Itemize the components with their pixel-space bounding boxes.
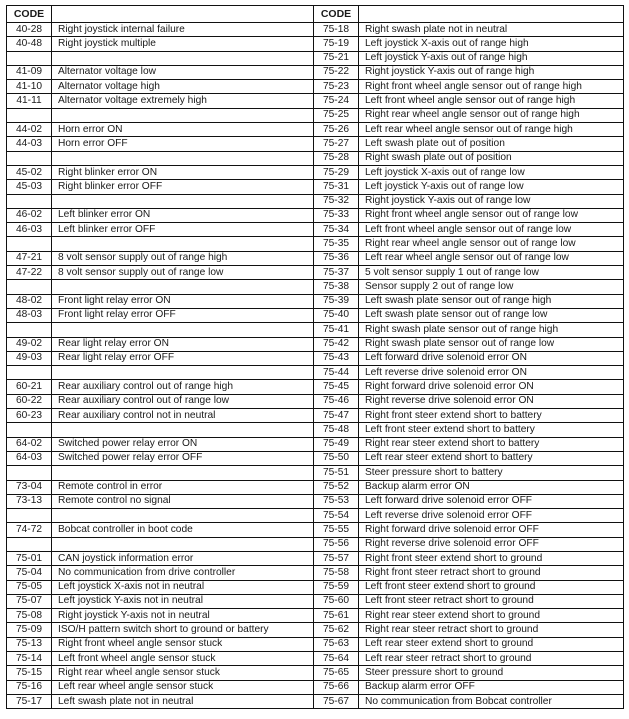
table-row [7, 251, 314, 265]
error-code: 48-02 [7, 294, 52, 308]
error-code: 75-07 [7, 594, 52, 608]
error-description: Left swash plate sensor out of range low [359, 308, 624, 322]
table-row [7, 208, 314, 222]
table-row [314, 151, 624, 165]
error-description: Right front wheel angle sensor out of range high [359, 80, 624, 94]
description-column-header [359, 6, 624, 23]
error-description: Right blinker error OFF [52, 180, 314, 194]
code-column-header: CODE [314, 6, 359, 23]
error-code: 75-50 [314, 451, 359, 465]
error-description: Alternator voltage low [52, 65, 314, 79]
error-code: 64-02 [7, 437, 52, 451]
table-row [314, 451, 624, 465]
error-description: Right forward drive solenoid error ON [359, 380, 624, 394]
table-row [7, 680, 314, 694]
error-code [7, 323, 52, 337]
error-code: 75-35 [314, 237, 359, 251]
error-description: Right swash plate not in neutral [359, 23, 624, 37]
table-row [7, 480, 314, 494]
error-code: 75-09 [7, 623, 52, 637]
error-description: Left joystick Y-axis out of range high [359, 51, 624, 65]
error-code: 75-22 [314, 65, 359, 79]
error-description: Rear auxiliary control out of range high [52, 380, 314, 394]
description-column-header [52, 6, 314, 23]
error-code: 73-13 [7, 494, 52, 508]
error-description: Right rear wheel angle sensor out of range high [359, 108, 624, 122]
error-code [7, 151, 52, 165]
table-row [7, 294, 314, 308]
error-description: Left joystick Y-axis not in neutral [52, 594, 314, 608]
error-description: Rear light relay error ON [52, 337, 314, 351]
error-code: 75-62 [314, 623, 359, 637]
error-code: 44-03 [7, 137, 52, 151]
error-code: 75-52 [314, 480, 359, 494]
error-code: 44-02 [7, 123, 52, 137]
error-code: 75-41 [314, 323, 359, 337]
table-header-row [314, 6, 624, 23]
spacer-row [7, 466, 314, 480]
error-code: 75-67 [314, 694, 359, 708]
table-row [314, 65, 624, 79]
error-description: Steer pressure short to ground [359, 666, 624, 680]
table-row [7, 65, 314, 79]
table-row [314, 51, 624, 65]
error-description: Horn error ON [52, 123, 314, 137]
table-row [314, 609, 624, 623]
error-code: 75-19 [314, 37, 359, 51]
error-code: 60-21 [7, 380, 52, 394]
error-code: 75-56 [314, 537, 359, 551]
error-description [52, 151, 314, 165]
error-description: Backup alarm error OFF [359, 680, 624, 694]
error-code: 75-18 [314, 23, 359, 37]
error-description: Backup alarm error ON [359, 480, 624, 494]
error-code: 46-03 [7, 223, 52, 237]
spacer-row [7, 423, 314, 437]
error-code: 75-34 [314, 223, 359, 237]
table-row [314, 137, 624, 151]
error-description: Right rear steer retract short to ground [359, 623, 624, 637]
error-code: 75-61 [314, 609, 359, 623]
error-code: 60-23 [7, 409, 52, 423]
error-code [7, 423, 52, 437]
table-row [314, 366, 624, 380]
table-row [314, 23, 624, 37]
error-description: Left front steer extend short to ground [359, 580, 624, 594]
error-description: Right reverse drive solenoid error ON [359, 394, 624, 408]
table-row [7, 437, 314, 451]
table-row [7, 594, 314, 608]
error-description: Left rear wheel angle sensor out of range low [359, 251, 624, 265]
error-description: Right joystick multiple [52, 37, 314, 51]
table-row [314, 165, 624, 179]
error-description: Left forward drive solenoid error ON [359, 351, 624, 365]
error-code: 41-09 [7, 65, 52, 79]
error-description: Right swash plate sensor out of range high [359, 323, 624, 337]
error-code: 75-42 [314, 337, 359, 351]
error-code: 75-17 [7, 694, 52, 708]
error-code: 75-31 [314, 180, 359, 194]
error-code: 75-54 [314, 509, 359, 523]
error-description [52, 323, 314, 337]
error-code: 75-53 [314, 494, 359, 508]
table-row [314, 108, 624, 122]
error-code [7, 466, 52, 480]
error-code: 75-33 [314, 208, 359, 222]
error-description: Remote control in error [52, 480, 314, 494]
error-code: 75-63 [314, 637, 359, 651]
error-description: Right joystick Y-axis out of range low [359, 194, 624, 208]
table-row [314, 437, 624, 451]
error-description: Switched power relay error OFF [52, 451, 314, 465]
error-description: Left front steer extend short to battery [359, 423, 624, 437]
error-description: Right front steer extend short to battery [359, 409, 624, 423]
table-row [314, 194, 624, 208]
table-row [314, 594, 624, 608]
spacer-row [7, 366, 314, 380]
error-code: 45-03 [7, 180, 52, 194]
table-row [314, 294, 624, 308]
error-code-table-right [313, 5, 624, 709]
error-code: 75-16 [7, 680, 52, 694]
table-row [7, 23, 314, 37]
error-code: 45-02 [7, 165, 52, 179]
error-description: Right rear steer extend short to battery [359, 437, 624, 451]
table-row [314, 694, 624, 708]
error-description: Right swash plate out of position [359, 151, 624, 165]
error-code: 75-26 [314, 123, 359, 137]
error-description: Alternator voltage extremely high [52, 94, 314, 108]
table-row [7, 37, 314, 51]
table-row [7, 223, 314, 237]
table-row [7, 80, 314, 94]
table-row [314, 380, 624, 394]
spacer-row [7, 323, 314, 337]
error-code: 75-38 [314, 280, 359, 294]
table-row [314, 509, 624, 523]
error-description: Front light relay error ON [52, 294, 314, 308]
error-code [7, 194, 52, 208]
table-row [7, 551, 314, 565]
error-code: 75-32 [314, 194, 359, 208]
table-row [314, 351, 624, 365]
error-code: 75-21 [314, 51, 359, 65]
error-code: 74-72 [7, 523, 52, 537]
table-row [7, 609, 314, 623]
error-description: Left rear wheel angle sensor out of range high [359, 123, 624, 137]
error-code: 75-05 [7, 580, 52, 594]
error-code: 64-03 [7, 451, 52, 465]
error-code [7, 537, 52, 551]
error-code: 47-22 [7, 266, 52, 280]
error-description: 8 volt sensor supply out of range high [52, 251, 314, 265]
error-description: Left rear steer extend short to ground [359, 637, 624, 651]
error-description: Steer pressure short to battery [359, 466, 624, 480]
table-row [314, 237, 624, 251]
error-code: 75-47 [314, 409, 359, 423]
error-description: ISO/H pattern switch short to ground or battery [52, 623, 314, 637]
error-code: 49-02 [7, 337, 52, 351]
error-code: 75-55 [314, 523, 359, 537]
error-description: Right joystick Y-axis out of range high [359, 65, 624, 79]
error-code [7, 280, 52, 294]
error-code: 75-44 [314, 366, 359, 380]
error-code: 75-13 [7, 637, 52, 651]
error-description: Left reverse drive solenoid error ON [359, 366, 624, 380]
error-code: 75-48 [314, 423, 359, 437]
error-description: Right blinker error ON [52, 165, 314, 179]
error-code: 75-14 [7, 652, 52, 666]
error-code: 75-15 [7, 666, 52, 680]
error-description: Left reverse drive solenoid error OFF [359, 509, 624, 523]
error-description: Left joystick X-axis not in neutral [52, 580, 314, 594]
error-code: 75-49 [314, 437, 359, 451]
error-code [7, 237, 52, 251]
table-row [7, 165, 314, 179]
spacer-row [7, 194, 314, 208]
error-code [7, 51, 52, 65]
error-description: Left swash plate out of position [359, 137, 624, 151]
table-row [314, 637, 624, 651]
error-code-table-left [6, 5, 314, 709]
table-row [7, 137, 314, 151]
table-row [314, 223, 624, 237]
error-description: Left joystick X-axis out of range high [359, 37, 624, 51]
spacer-row [7, 151, 314, 165]
error-code: 48-03 [7, 308, 52, 322]
error-code: 75-24 [314, 94, 359, 108]
error-code: 41-10 [7, 80, 52, 94]
error-description: Front light relay error OFF [52, 308, 314, 322]
error-code: 75-65 [314, 666, 359, 680]
error-description [52, 537, 314, 551]
error-code: 75-01 [7, 551, 52, 565]
table-row [314, 323, 624, 337]
error-description: Left front wheel angle sensor out of range high [359, 94, 624, 108]
error-description: Left swash plate not in neutral [52, 694, 314, 708]
error-description: No communication from drive controller [52, 566, 314, 580]
error-description: Right front wheel angle sensor stuck [52, 637, 314, 651]
error-description [52, 366, 314, 380]
error-description: Bobcat controller in boot code [52, 523, 314, 537]
table-row [314, 666, 624, 680]
error-description [52, 423, 314, 437]
error-code: 49-03 [7, 351, 52, 365]
error-code: 75-64 [314, 652, 359, 666]
table-row [7, 523, 314, 537]
error-description: Remote control no signal [52, 494, 314, 508]
table-row [314, 580, 624, 594]
error-description: Right forward drive solenoid error OFF [359, 523, 624, 537]
table-row [7, 637, 314, 651]
error-description: Right rear steer extend short to ground [359, 609, 624, 623]
table-row [314, 494, 624, 508]
table-row [314, 266, 624, 280]
error-description: Left forward drive solenoid error OFF [359, 494, 624, 508]
table-row [314, 523, 624, 537]
error-description: Sensor supply 2 out of range low [359, 280, 624, 294]
error-description: Right swash plate sensor out of range low [359, 337, 624, 351]
table-row [7, 694, 314, 708]
error-code: 73-04 [7, 480, 52, 494]
table-row [314, 466, 624, 480]
table-row [314, 566, 624, 580]
error-code: 46-02 [7, 208, 52, 222]
table-row [314, 123, 624, 137]
error-description: Rear light relay error OFF [52, 351, 314, 365]
table-row [7, 652, 314, 666]
error-description: Left blinker error OFF [52, 223, 314, 237]
error-description: Left front steer retract short to ground [359, 594, 624, 608]
table-row [7, 180, 314, 194]
error-description: Left rear steer retract short to ground [359, 652, 624, 666]
error-code: 75-39 [314, 294, 359, 308]
spacer-row [7, 280, 314, 294]
table-row [7, 623, 314, 637]
error-description: Right rear wheel angle sensor stuck [52, 666, 314, 680]
error-description: Left front wheel angle sensor out of range low [359, 223, 624, 237]
table-row [314, 680, 624, 694]
error-code: 75-23 [314, 80, 359, 94]
error-description: Right front wheel angle sensor out of range low [359, 208, 624, 222]
table-row [314, 480, 624, 494]
error-description: Left swash plate sensor out of range high [359, 294, 624, 308]
error-description: 8 volt sensor supply out of range low [52, 266, 314, 280]
error-code: 75-36 [314, 251, 359, 265]
table-row [7, 580, 314, 594]
table-header-row [7, 6, 314, 23]
error-code: 75-46 [314, 394, 359, 408]
spacer-row [7, 51, 314, 65]
error-code: 75-28 [314, 151, 359, 165]
error-code: 75-45 [314, 380, 359, 394]
error-description: Right joystick Y-axis not in neutral [52, 609, 314, 623]
table-row [7, 566, 314, 580]
error-description: Left blinker error ON [52, 208, 314, 222]
table-row [314, 537, 624, 551]
error-description: Left rear steer extend short to battery [359, 451, 624, 465]
error-description: Left joystick Y-axis out of range low [359, 180, 624, 194]
error-description: Right rear wheel angle sensor out of range low [359, 237, 624, 251]
error-description: Left joystick X-axis out of range low [359, 165, 624, 179]
error-code: 41-11 [7, 94, 52, 108]
table-row [314, 308, 624, 322]
table-row [7, 123, 314, 137]
table-body-left [7, 23, 314, 709]
error-code: 75-27 [314, 137, 359, 151]
error-description: Left front wheel angle sensor stuck [52, 652, 314, 666]
error-code: 75-57 [314, 551, 359, 565]
code-column-header: CODE [7, 6, 52, 23]
error-code: 75-40 [314, 308, 359, 322]
error-code: 75-37 [314, 266, 359, 280]
error-description: Rear auxiliary control not in neutral [52, 409, 314, 423]
table-row [7, 494, 314, 508]
error-description: No communication from Bobcat controller [359, 694, 624, 708]
table-row [314, 423, 624, 437]
spacer-row [7, 509, 314, 523]
error-code: 40-28 [7, 23, 52, 37]
error-code: 75-08 [7, 609, 52, 623]
error-code: 47-21 [7, 251, 52, 265]
table-row [7, 351, 314, 365]
error-code: 75-51 [314, 466, 359, 480]
table-row [314, 180, 624, 194]
error-description [52, 509, 314, 523]
error-description: Switched power relay error ON [52, 437, 314, 451]
error-code: 75-59 [314, 580, 359, 594]
table-row [7, 266, 314, 280]
error-description: Alternator voltage high [52, 80, 314, 94]
error-description [52, 194, 314, 208]
table-row [7, 409, 314, 423]
error-code [7, 509, 52, 523]
table-row [314, 280, 624, 294]
table-row [7, 308, 314, 322]
error-description [52, 108, 314, 122]
table-row [314, 623, 624, 637]
table-row [314, 652, 624, 666]
table-row [7, 666, 314, 680]
error-description [52, 237, 314, 251]
error-code: 75-60 [314, 594, 359, 608]
error-code: 75-43 [314, 351, 359, 365]
spacer-row [7, 108, 314, 122]
error-description: Right front steer retract short to ground [359, 566, 624, 580]
error-code [7, 366, 52, 380]
table-row [7, 394, 314, 408]
table-row [314, 80, 624, 94]
table-row [314, 337, 624, 351]
table-row [314, 208, 624, 222]
error-description: Left rear wheel angle sensor stuck [52, 680, 314, 694]
error-description: Right front steer extend short to ground [359, 551, 624, 565]
table-row [7, 337, 314, 351]
table-row [7, 380, 314, 394]
error-code [7, 108, 52, 122]
error-code: 60-22 [7, 394, 52, 408]
error-description [52, 51, 314, 65]
error-description: Horn error OFF [52, 137, 314, 151]
error-description: Right joystick internal failure [52, 23, 314, 37]
table-row [314, 94, 624, 108]
spacer-row [7, 237, 314, 251]
table-row [7, 451, 314, 465]
table-row [7, 94, 314, 108]
table-row [314, 37, 624, 51]
error-code: 75-29 [314, 165, 359, 179]
error-description [52, 466, 314, 480]
error-code: 75-04 [7, 566, 52, 580]
error-code: 75-66 [314, 680, 359, 694]
table-row [314, 551, 624, 565]
error-description: 5 volt sensor supply 1 out of range low [359, 266, 624, 280]
error-code: 40-48 [7, 37, 52, 51]
error-description [52, 280, 314, 294]
error-description: CAN joystick information error [52, 551, 314, 565]
error-code: 75-25 [314, 108, 359, 122]
error-description: Rear auxiliary control out of range low [52, 394, 314, 408]
spacer-row [7, 537, 314, 551]
error-code: 75-58 [314, 566, 359, 580]
table-row [314, 394, 624, 408]
table-row [314, 251, 624, 265]
error-description: Right reverse drive solenoid error OFF [359, 537, 624, 551]
table-row [314, 409, 624, 423]
table-body-right [314, 23, 624, 709]
